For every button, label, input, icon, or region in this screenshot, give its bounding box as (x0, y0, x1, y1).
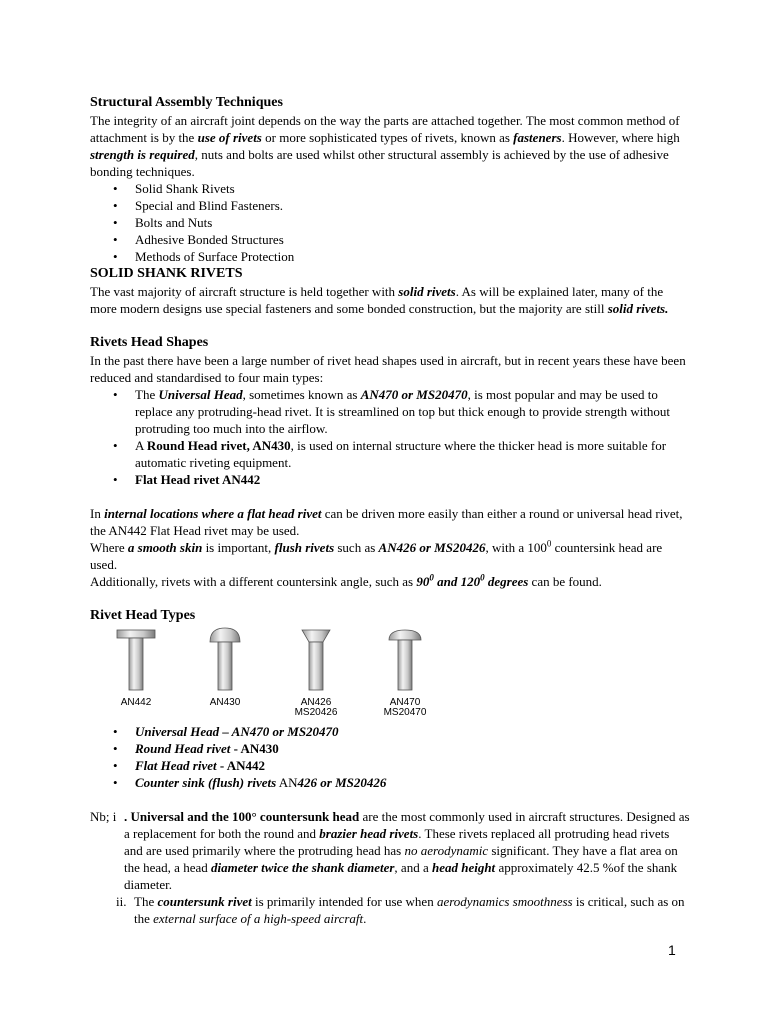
text-run: a smooth skin (127, 540, 203, 555)
page-content (90, 94, 690, 927)
section-title-rivet-head-shapes: Rivets Head Shapes (90, 335, 209, 350)
text-run: is important, (202, 540, 275, 555)
list-item (90, 740, 690, 757)
list-item (90, 774, 690, 791)
list-item: • Special and Blind Fasteners. (90, 197, 690, 214)
section-title-solid-shank-rivets: SOLID SHANK RIVETS (90, 266, 243, 281)
text-run: 0 (546, 538, 552, 549)
text-run: head height (431, 860, 496, 875)
text-run: Round Head rivet (135, 741, 231, 756)
text-run: , with a 100 (485, 540, 547, 555)
section-title-rivet-head-types: Rivet Head Types (90, 608, 196, 623)
text-run: or more sophisticated types of rivets, known as (261, 130, 514, 145)
text-run: 0 (480, 572, 485, 583)
text-run: can be driven more easily than either a round or universal head rivet, the AN442 Flat Head rivet may be used. (90, 506, 683, 538)
text-run: Where (90, 540, 128, 555)
text-run: Flat Head rivet (135, 758, 217, 773)
list-item: • Methods of Surface Protection (90, 248, 690, 265)
text-run: internal locations where a flat head rivet (104, 506, 322, 521)
text-run: - AN442 (216, 758, 265, 773)
text-run: , is used on internal structure where the thicker head is more suitable for automatic riveting equipment. (135, 438, 667, 470)
list-item: • Adhesive Bonded Structures (90, 231, 690, 248)
text-run: use of rivets (197, 130, 262, 145)
intro-paragraph (90, 112, 690, 180)
rivet-an442-drawing (117, 630, 155, 690)
text-run: and 120 (433, 574, 481, 589)
text-run: fasteners (513, 130, 562, 145)
text-run: 426 or MS20426 (297, 775, 387, 790)
text-run: diameter twice the shank diameter (210, 860, 395, 875)
figure-label-an430: AN430 (209, 697, 241, 708)
text-run: flush rivets (274, 540, 335, 555)
flat-head-paragraph (90, 505, 690, 539)
text-run: strength is required (90, 147, 195, 162)
text-run: countersink head are used. (90, 540, 663, 572)
text-run: Round Head rivet, AN430 (146, 438, 291, 453)
note-ii-numeral: ii. (116, 894, 127, 909)
rivet-figure-svg (116, 627, 476, 723)
text-run: The (135, 387, 159, 402)
text-run: AN470 or MS20470 (360, 387, 468, 402)
head-shapes-intro: In the past there have been a large number of rivet head shapes used in aircraft, but in recent years these have been reduced and standardised to four main types: (90, 353, 686, 385)
figure-label-an442: AN442 (120, 697, 152, 708)
text-run: countersunk rivet (157, 894, 252, 909)
text-run: , nuts and bolts are used whilst other structural assembly is achieved by the use of adhesive bonding techniques. (90, 147, 669, 179)
text-run: In (90, 506, 105, 521)
text-run: can be found. (528, 574, 602, 589)
list-item (90, 723, 690, 740)
text-run: significant. They have a flat area on the head, a head (124, 843, 678, 875)
text-run: A (135, 438, 147, 453)
figure-label-ms20426: MS20426 (294, 707, 338, 718)
figure-label-an470: AN470 (389, 697, 421, 708)
text-run: brazier head rivets (319, 826, 419, 841)
head-shapes-list (90, 386, 690, 488)
text-run: , is most popular and may be used to replace any protruding-head rivet. It is streamlined on top but thick enough to provide strength without protruding too much into the airflow. (135, 387, 671, 436)
text-run: 90 (416, 574, 430, 589)
text-run: such as (334, 540, 379, 555)
list-item (90, 757, 690, 774)
note-i (90, 808, 690, 893)
countersink-angle-paragraph (90, 573, 690, 590)
text-run: The vast majority of aircraft structure is held together with (90, 284, 399, 299)
section-title-structural-assembly: Structural Assembly Techniques (90, 95, 283, 110)
list-item: • Solid Shank Rivets (90, 180, 690, 197)
text-run: degrees (484, 574, 529, 589)
note-ii (90, 893, 690, 927)
rivet-an470-drawing (389, 630, 421, 690)
text-run: is critical, such as on the (134, 894, 685, 926)
text-run: Universal Head – AN470 or MS20470 (135, 724, 339, 739)
flush-rivets-paragraph (90, 539, 690, 573)
text-run: is primarily intended for use when (251, 894, 437, 909)
text-run: , sometimes known as (242, 387, 361, 402)
rivet-head-types-figure (90, 627, 690, 723)
list-item (90, 471, 690, 488)
list-item (90, 386, 690, 437)
text-run: 0 (429, 572, 434, 583)
figure-label-ms20470: MS20470 (383, 707, 427, 718)
text-run: Additionally, rivets with a different countersink angle, such as (90, 574, 417, 589)
text-run: - AN430 (230, 741, 279, 756)
text-run: The integrity of an aircraft joint depends on the way the parts are attached together. The most common method of attachment is by the (90, 113, 680, 145)
text-run: . These rivets replaced all protruding head rivets and are used primarily where the protruding head has (124, 826, 670, 858)
rivet-an426-drawing (302, 630, 330, 690)
rivet-an430-drawing (210, 628, 240, 690)
text-run: AN (276, 775, 298, 790)
text-run: Universal Head (158, 387, 243, 402)
text-run: . However, where high (561, 130, 680, 145)
list-item (90, 437, 690, 471)
note-lead: Nb; i (90, 809, 117, 824)
text-run: . (363, 911, 367, 926)
page-number: 1 (668, 942, 676, 958)
solid-rivets-paragraph (90, 283, 690, 317)
figure-label-an426: AN426 (300, 697, 332, 708)
text-run: Flat Head rivet AN442 (135, 472, 261, 487)
text-run: Counter sink (flush) rivets (135, 775, 277, 790)
text-run: no aerodynamic (404, 843, 489, 858)
text-run: The (134, 894, 158, 909)
text-run: are the most commonly used in aircraft structures. Designed as a replacement for both the round and (124, 809, 690, 841)
text-run: AN426 or MS20426 (378, 540, 486, 555)
text-run: solid rivets (398, 284, 456, 299)
note-i-text (124, 808, 690, 893)
text-run: approximately 42.5 %of the shank diameter. (124, 860, 678, 892)
text-run: external surface of a high-speed aircraft (153, 911, 364, 926)
note-ii-text (134, 893, 690, 927)
rivet-types-list (90, 723, 690, 791)
text-run: aerodynamics smoothness (436, 894, 573, 909)
text-run: . As will be explained later, many of the more modern designs use special fasteners and some bonded construction, but the majority are still (90, 284, 664, 316)
assembly-methods-list (90, 180, 690, 265)
text-run: , and a (394, 860, 432, 875)
text-run: solid rivets. (607, 301, 669, 316)
list-item: • Bolts and Nuts (90, 214, 690, 231)
text-run: . Universal and the 100° countersunk head (124, 809, 360, 824)
